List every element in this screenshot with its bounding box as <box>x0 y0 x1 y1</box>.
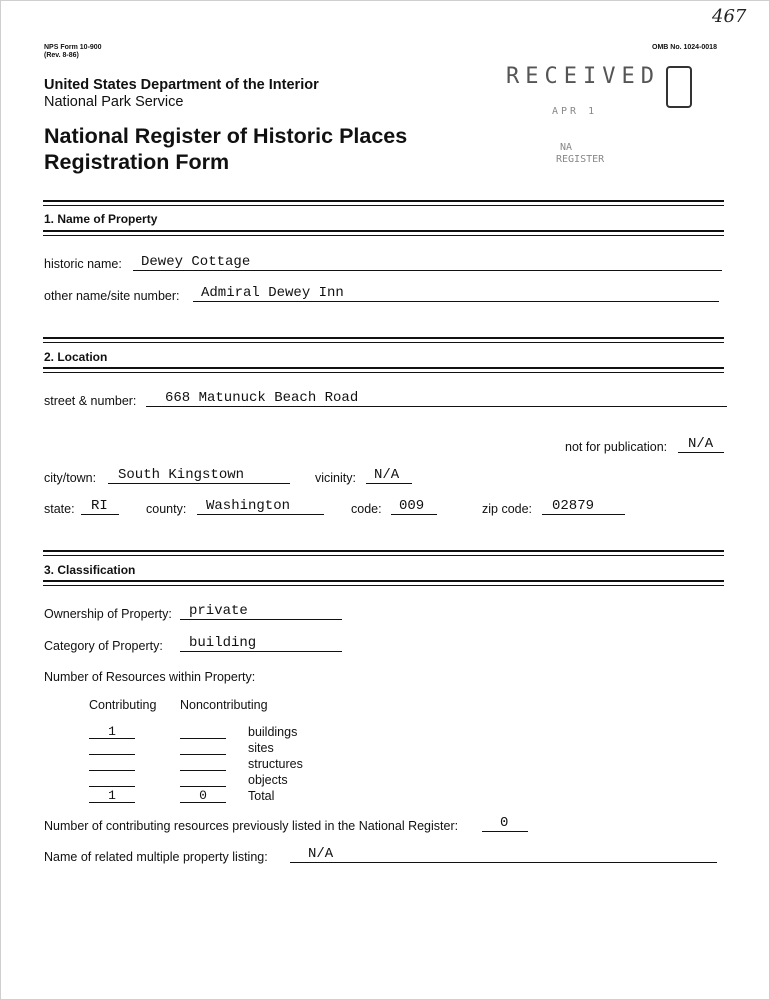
noncontributing-header: Noncontributing <box>180 698 268 712</box>
nfp-value: N/A <box>688 436 714 452</box>
resources-label: Number of Resources within Property: <box>44 670 256 684</box>
nfp-field[interactable] <box>678 437 724 453</box>
noncontributing-buildings[interactable] <box>180 724 226 739</box>
agency-name: National Park Service <box>44 94 184 110</box>
section3-top-rule <box>43 550 724 556</box>
noncontributing-sites[interactable] <box>180 740 226 755</box>
row-type-buildings: buildings <box>248 725 298 739</box>
county-value: Washington <box>206 498 291 514</box>
historic-name-value: Dewey Cottage <box>141 254 251 270</box>
other-name-label: other name/site number: <box>44 289 180 303</box>
section2-heading: 2. Location <box>44 350 108 364</box>
previously-listed-value: 0 <box>500 815 509 831</box>
ownership-value: private <box>189 603 248 619</box>
department-name: United States Department of the Interior <box>44 77 319 93</box>
row-type-sites: sites <box>248 741 274 755</box>
section2-top-rule <box>43 337 724 343</box>
state-field[interactable] <box>81 499 119 515</box>
vicinity-field[interactable] <box>366 468 412 484</box>
city-field[interactable] <box>108 468 290 484</box>
form-title-line2: Registration Form <box>44 150 230 174</box>
nfp-label: not for publication: <box>565 440 668 454</box>
street-label: street & number: <box>44 394 137 408</box>
omb-number: OMB No. 1024-0018 <box>652 44 717 51</box>
code-value: 009 <box>399 498 425 514</box>
category-field[interactable] <box>180 636 342 652</box>
county-field[interactable] <box>197 499 324 515</box>
code-label: code: <box>351 502 382 516</box>
zip-label: zip code: <box>482 502 533 516</box>
contributing-buildings[interactable]: 1 <box>89 724 135 739</box>
contributing-sites[interactable] <box>89 740 135 755</box>
historic-name-field[interactable] <box>133 255 722 271</box>
street-field[interactable] <box>146 391 727 407</box>
stamp-sub2: REGISTER <box>556 154 605 165</box>
state-label: state: <box>44 502 75 516</box>
category-label: Category of Property: <box>44 639 163 653</box>
contributing-header: Contributing <box>89 698 157 712</box>
section3-heading: 3. Classification <box>44 563 136 577</box>
zip-field[interactable] <box>542 499 625 515</box>
noncontributing-structures[interactable] <box>180 756 226 771</box>
form-revision: (Rev. 8-86) <box>44 52 79 59</box>
street-value: 668 Matunuck Beach Road <box>165 390 359 406</box>
section2-bottom-rule <box>43 367 724 373</box>
category-value: building <box>189 635 257 651</box>
historic-name-label: historic name: <box>44 257 122 271</box>
previously-listed-label: Number of contributing resources previously listed in the National Register: <box>44 819 459 833</box>
vicinity-label: vicinity: <box>315 471 356 485</box>
contributing-structures[interactable] <box>89 756 135 771</box>
form-title-line1: National Register of Historic Places <box>44 124 408 148</box>
section1-bottom-rule <box>43 230 724 236</box>
section1-heading: 1. Name of Property <box>44 212 158 226</box>
form-number: NPS Form 10-900 <box>44 44 102 51</box>
contributing-objects[interactable] <box>89 772 135 787</box>
stamp-sub1: NA <box>560 142 573 153</box>
related-listing-field[interactable] <box>290 847 717 863</box>
other-name-value: Admiral Dewey Inn <box>201 285 344 301</box>
other-name-field[interactable] <box>193 286 719 302</box>
vicinity-value: N/A <box>374 467 400 483</box>
county-label: county: <box>146 502 187 516</box>
state-value: RI <box>91 498 108 514</box>
row-type-structures: structures <box>248 757 303 771</box>
noncontributing-total[interactable]: 0 <box>180 788 226 803</box>
section1-top-rule <box>43 200 724 206</box>
ownership-field[interactable] <box>180 604 342 620</box>
city-value: South Kingstown <box>118 467 245 483</box>
zip-value: 02879 <box>552 498 595 514</box>
related-listing-label: Name of related multiple property listing: <box>44 850 268 864</box>
row-type-objects: objects <box>248 773 288 787</box>
section3-bottom-rule <box>43 580 724 586</box>
contributing-total[interactable]: 1 <box>89 788 135 803</box>
ownership-label: Ownership of Property: <box>44 607 172 621</box>
code-field[interactable] <box>391 499 437 515</box>
noncontributing-objects[interactable] <box>180 772 226 787</box>
row-type-total: Total <box>248 789 275 803</box>
received-stamp: RECEIVED APR 1 <box>506 60 692 120</box>
related-listing-value: N/A <box>308 846 334 862</box>
previously-listed-field[interactable] <box>482 816 528 832</box>
handwritten-number: 467 <box>712 6 747 27</box>
city-label: city/town: <box>44 471 97 485</box>
